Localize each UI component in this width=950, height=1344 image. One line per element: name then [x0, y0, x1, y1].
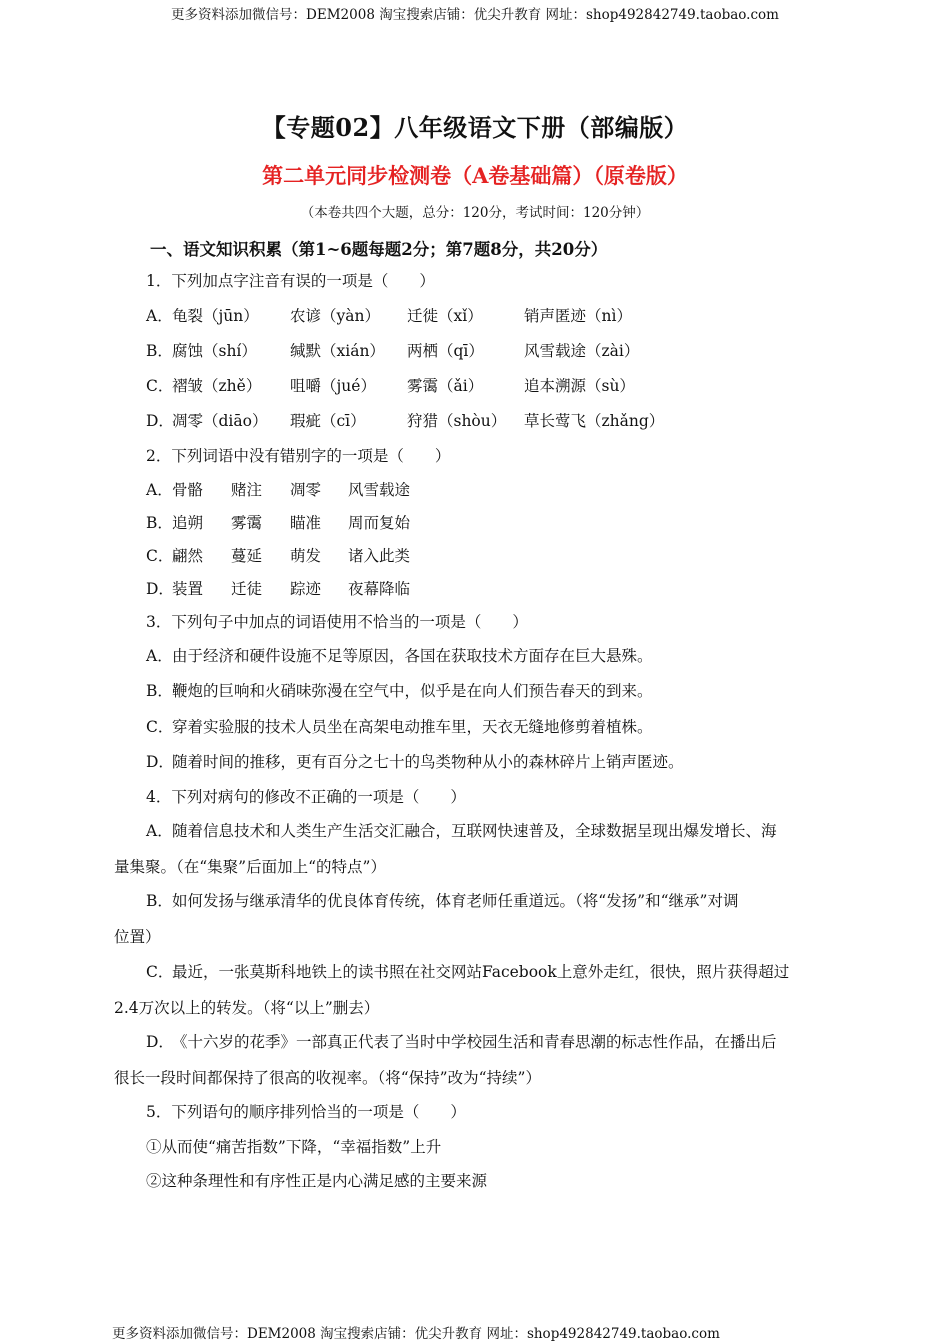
- question-1-stem: 1．下列加点字注音有误的一项是（ ）: [146, 272, 435, 290]
- q2-option-item: 追朔: [172, 514, 204, 532]
- q1-option-item: 追本溯源（sù）: [524, 377, 635, 395]
- q4-option-line: 位置）: [114, 928, 161, 946]
- q2-option-label: A．: [146, 481, 173, 499]
- q3-option-text: 随着时间的推移，更有百分之七十的鸟类物种从小的森林碎片上销声匿迹。: [172, 753, 684, 771]
- q2-option-item: 装置: [172, 580, 204, 598]
- question-4-stem: 4．下列对病句的修改不正确的一项是（ ）: [146, 788, 466, 806]
- q2-option-item: 周而复始: [348, 514, 411, 532]
- q1-option-item: 腐蚀（shí）: [172, 342, 257, 360]
- question-5-item: ①从而使“痛苦指数”下降，“幸福指数”上升: [146, 1138, 442, 1156]
- q4-option-line: 最近，一张莫斯科地铁上的读书照在社交网站Facebook上意外走红，很快，照片获得超过: [172, 963, 790, 981]
- q2-option-item: 翩然: [172, 547, 204, 565]
- q1-option-label: A．: [146, 307, 173, 325]
- exam-note: （本卷共四个大题，总分：120分，考试时间：120分钟）: [300, 205, 650, 221]
- q2-option-item: 赌注: [231, 481, 263, 499]
- q2-option-label: B．: [146, 514, 173, 532]
- q3-option-text: 穿着实验服的技术人员坐在高架电动推车里，天衣无缝地修剪着植株。: [172, 718, 653, 736]
- q3-option-text: 由于经济和硬件设施不足等原因，各国在获取技术方面存在巨大悬殊。: [172, 647, 653, 665]
- q1-option-item: 狩猎（shòu）: [407, 412, 507, 430]
- q1-option-item: 风雪载途（zài）: [524, 342, 640, 360]
- q2-option-item: 踪迹: [290, 580, 322, 598]
- document-subtitle: 第二单元同步检测卷（A卷基础篇）（原卷版）: [262, 163, 688, 188]
- q1-option-item: 褶皱（zhě）: [172, 377, 262, 395]
- question-5-stem: 5．下列语句的顺序排列恰当的一项是（ ）: [146, 1103, 466, 1121]
- question-5-item: ②这种条理性和有序性正是内心满足感的主要来源: [146, 1172, 488, 1190]
- q2-option-label: D．: [146, 580, 174, 598]
- q2-option-item: 风雪载途: [348, 481, 411, 499]
- q4-option-label: A．: [146, 822, 173, 840]
- q2-option-item: 迁徒: [231, 580, 263, 598]
- q3-option-label: A．: [146, 647, 173, 665]
- q4-option-line: 《十六岁的花季》一部真正代表了当时中学校园生活和青春思潮的标志性作品，在播出后: [172, 1033, 777, 1051]
- page-footer: 更多资料添加微信号：DEM2008 淘宝搜索店铺：优尖升教育 网址：shop492842749.taobao.com: [112, 1326, 720, 1342]
- q1-option-item: 草长莺飞（zhǎng）: [524, 412, 665, 430]
- q1-option-item: 瑕疵（cī）: [290, 412, 366, 430]
- page-header: 更多资料添加微信号：DEM2008 淘宝搜索店铺：优尖升教育 网址：shop492842749.taobao.com: [171, 7, 779, 23]
- q2-option-item: 夜幕降临: [348, 580, 411, 598]
- q1-option-item: 凋零（diāo）: [172, 412, 268, 430]
- q2-option-item: 萌发: [290, 547, 322, 565]
- question-2-stem: 2．下列词语中没有错别字的一项是（ ）: [146, 447, 451, 465]
- q1-option-item: 雾霭（ǎi）: [407, 377, 484, 395]
- q1-option-item: 咀嚼（jué）: [290, 377, 376, 395]
- q2-option-label: C．: [146, 547, 174, 565]
- q4-option-line: 如何发扬与继承清华的优良体育传统，体育老师任重道远。（将“发扬”和“继承”对调: [172, 892, 739, 910]
- q4-option-line: 2.4万次以上的转发。（将“以上”删去）: [114, 999, 380, 1017]
- q1-option-item: 缄默（xián）: [290, 342, 385, 360]
- q4-option-label: B．: [146, 892, 173, 910]
- q2-option-item: 骨骼: [172, 481, 204, 499]
- q2-option-item: 凋零: [290, 481, 322, 499]
- q3-option-label: B．: [146, 682, 173, 700]
- q4-option-label: D．: [146, 1033, 174, 1051]
- question-3-stem: 3．下列句子中加点的词语使用不恰当的一项是（ ）: [146, 613, 528, 631]
- q1-option-item: 迁徙（xǐ）: [407, 307, 483, 325]
- q2-option-item: 诸入此类: [348, 547, 411, 565]
- document-title: 【专题02】八年级语文下册（部编版）: [261, 113, 689, 142]
- q4-option-line: 量集聚。（在“集聚”后面加上“的特点”）: [114, 858, 386, 876]
- q3-option-text: 鞭炮的巨响和火硝味弥漫在空气中，似乎是在向人们预告春天的到来。: [172, 682, 653, 700]
- q1-option-item: 龟裂（jūn）: [172, 307, 259, 325]
- section-heading: 一、语文知识积累（第1~6题每题2分；第7题8分，共20分）: [150, 240, 608, 259]
- q1-option-item: 销声匿迹（nì）: [524, 307, 632, 325]
- q1-option-label: B．: [146, 342, 173, 360]
- q1-option-item: 农谚（yàn）: [290, 307, 380, 325]
- q3-option-label: D．: [146, 753, 174, 771]
- q2-option-item: 雾霭: [231, 514, 263, 532]
- q1-option-label: D．: [146, 412, 174, 430]
- q4-option-line: 很长一段时间都保持了很高的收视率。（将“保持”改为“持续”）: [114, 1069, 541, 1087]
- q2-option-item: 蔓延: [231, 547, 263, 565]
- q1-option-item: 两栖（qī）: [407, 342, 484, 360]
- q4-option-label: C．: [146, 963, 174, 981]
- q1-option-label: C．: [146, 377, 174, 395]
- q4-option-line: 随着信息技术和人类生产生活交汇融合，互联网快速普及，全球数据呈现出爆发增长、海: [172, 822, 777, 840]
- q2-option-item: 瞄准: [290, 514, 322, 532]
- q3-option-label: C．: [146, 718, 174, 736]
